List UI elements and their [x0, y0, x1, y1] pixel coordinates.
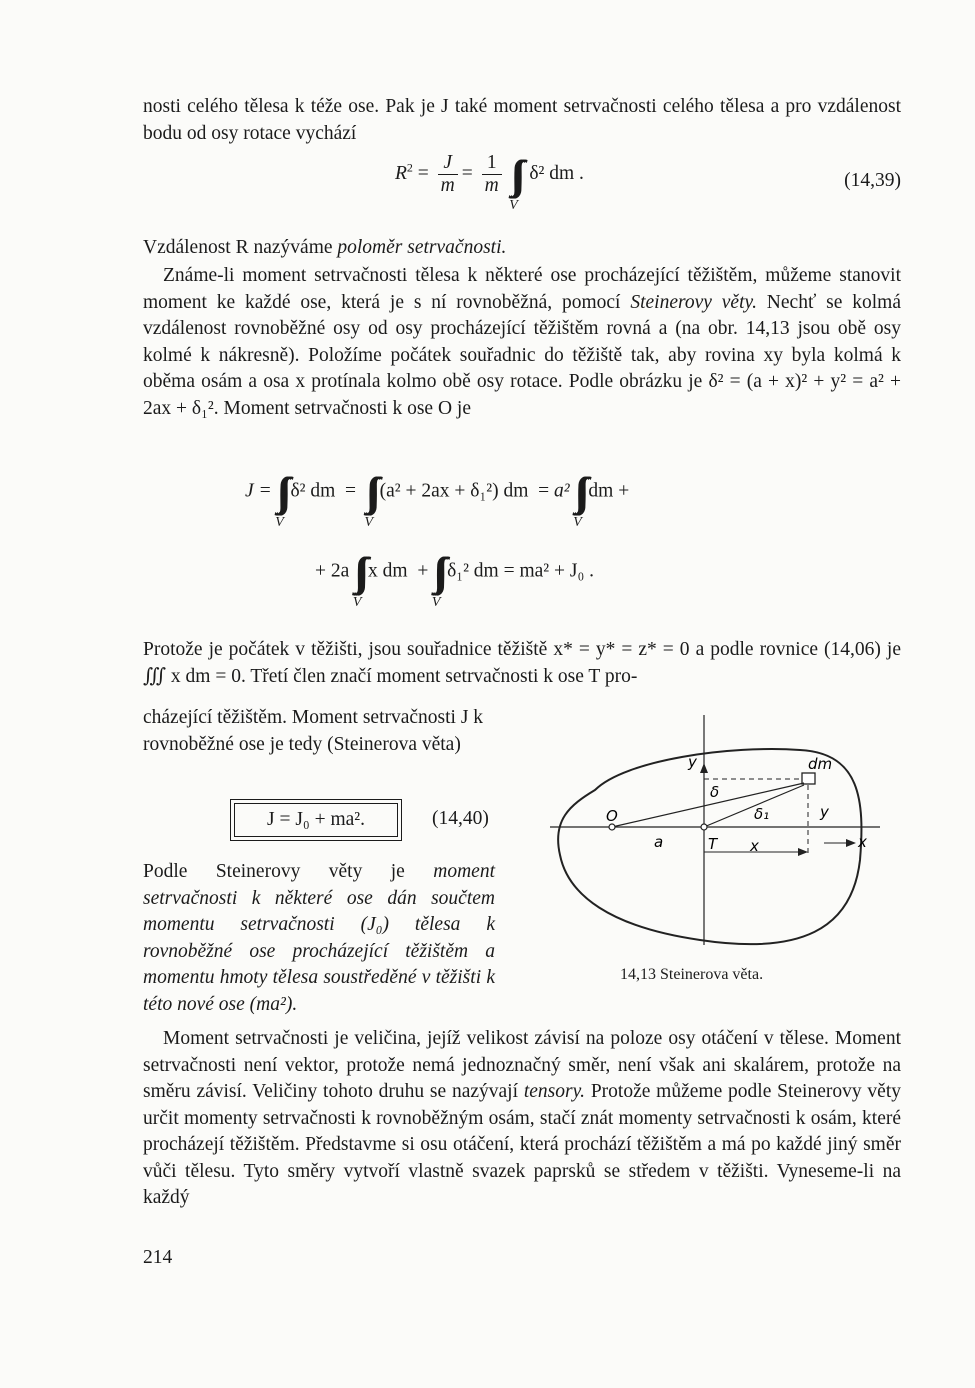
page-number: 214 — [143, 1247, 173, 1268]
paragraph-radius: Vzdálenost R nazýváme poloměr setrvačnosti. — [143, 237, 507, 258]
figure-steiner-diagram — [540, 705, 905, 955]
triple-integral-sign: ∫∫∫ V — [573, 469, 582, 530]
eq1-frac-one: $\frac{1}{m}$ — [482, 152, 502, 197]
label-T: T — [708, 835, 718, 853]
boxed-equation-14-40: J = J₀ + ma². — [230, 799, 402, 841]
x-distance-arrow-icon — [798, 848, 808, 856]
triple-integral-sign: ∫∫∫ V — [431, 549, 441, 610]
figure-caption: 14,13 Steinerova věta. — [620, 966, 764, 983]
label-delta1: δ₁ — [754, 805, 770, 823]
paragraph-intro: nosti celého tělesa k téže ose. Pak je J také moment setrvačnosti celého tělesa a pro vzdálenost bodu od osy rotace vychází — [143, 96, 901, 144]
paragraph-steiner-theorem: Podle Steinerovy věty je moment setrvačnosti k některé ose dán součtem momentu setrvačnosti (J₀) tělesa k rovnoběžné ose procházející těžištěm a momentu hmoty tělesa soustředěné v těžišti k této nové ose (ma²). — [143, 861, 495, 1015]
triple-integral-sign: ∫∫∫ V — [364, 469, 373, 530]
label-delta: δ — [710, 783, 720, 801]
label-y-small: y — [820, 803, 829, 821]
triple-integral-sign: ∫∫∫ V — [275, 469, 284, 530]
eq1-frac-j: $\frac{J}{m}$ — [438, 152, 458, 197]
x-axis-arrow-icon — [846, 839, 856, 847]
label-dm: dm — [808, 755, 833, 773]
paragraph-steiner-result: cházející těžištěm. Moment setrvačnosti J k rovnoběžné ose je tedy (Steinerova věta) — [143, 707, 484, 755]
equation-number-14-39: (14,39) — [844, 170, 901, 191]
point-T — [701, 824, 707, 830]
label-x-small: x — [750, 837, 759, 855]
paragraph-tensors: Moment setrvačnosti je veličina, jejíž velikost závisí na poloze osy otáčení v tělese. Moment setrvačnosti není vektor, protože nemá jednoznačný směr, není však ani skalárem, protože na směru závisí. Veličiny tohoto druhu se nazývají tensory. Protože můžeme podle Steinerovy věty určit momenty setrvačnosti k rovnoběžným osám, stačí znát momenty setrvačnosti k osám, které procházejí těžištěm. Představme si osu otáčení, která prochází těžištěm a má po každé jiný směr vůči tělesu. Tyto směry vytvoří vlastně svazek paprsků se středem v těžišti. Vyneseme-li na každý — [143, 1028, 901, 1208]
delta-line — [612, 783, 804, 827]
paragraph-steiner-intro: Známe-li moment setrvačnosti tělesa k některé ose procházející těžištěm, můžeme stanovit moment ke každé ose, která je s ní rovnoběžná, pomocí Steinerovy věty. Nechť se kolmá vzdálenost rovnoběžné osy od osy procházející těžištěm rovná a (na obr. 14,13 jsou obě osy kolmé k nákresně). Položíme počátek souřadnic do těžiště tak, aby rovina xy byla kolmá k oběma osám a osa x protínala kolmo obě osy rotace. Podle obrázku je δ² = (a + x)² + y² = a² + 2ax + δ₁². Moment setrvačnosti k ose O je — [143, 265, 901, 419]
triple-integral-sign: ∫∫∫ V — [509, 151, 518, 213]
y-arrow-icon — [700, 763, 708, 773]
equation-moment-expansion-line2: + 2a ∫∫∫ V x dm + ∫∫∫ V δ₁² dm = ma² + J₀ . — [315, 549, 595, 610]
eq1-lhs: R — [395, 162, 407, 184]
label-a: a — [654, 833, 664, 851]
triple-integral-sign: ∫∫∫ V — [352, 549, 362, 610]
paragraph-center-of-mass: Protože je počátek v těžišti, jsou souřadnice těžiště x* = y* = z* = 0 a podle rovnice (14,06) je ∭ x dm = 0. Třetí člen značí moment setrvačnosti k ose T pro- — [143, 639, 901, 687]
label-O: O — [606, 807, 618, 825]
label-x-axis: x — [858, 833, 867, 851]
equation-14-39: $R^2$ = $\frac{J}{m}$ = $\frac{1}{m}$ ∫∫∫ V δ² dm . — [395, 151, 584, 213]
label-y: y — [688, 753, 697, 771]
equation-moment-expansion-line1: J = ∫∫∫ V δ² dm = ∫∫∫ V (a² + 2ax + δ₁²) dm = a² ∫∫∫ V dm + — [245, 469, 630, 530]
eq1-integrand: δ² dm . — [529, 162, 584, 184]
equation-number-14-40: (14,40) — [432, 808, 489, 829]
mass-element-dm — [802, 773, 815, 784]
